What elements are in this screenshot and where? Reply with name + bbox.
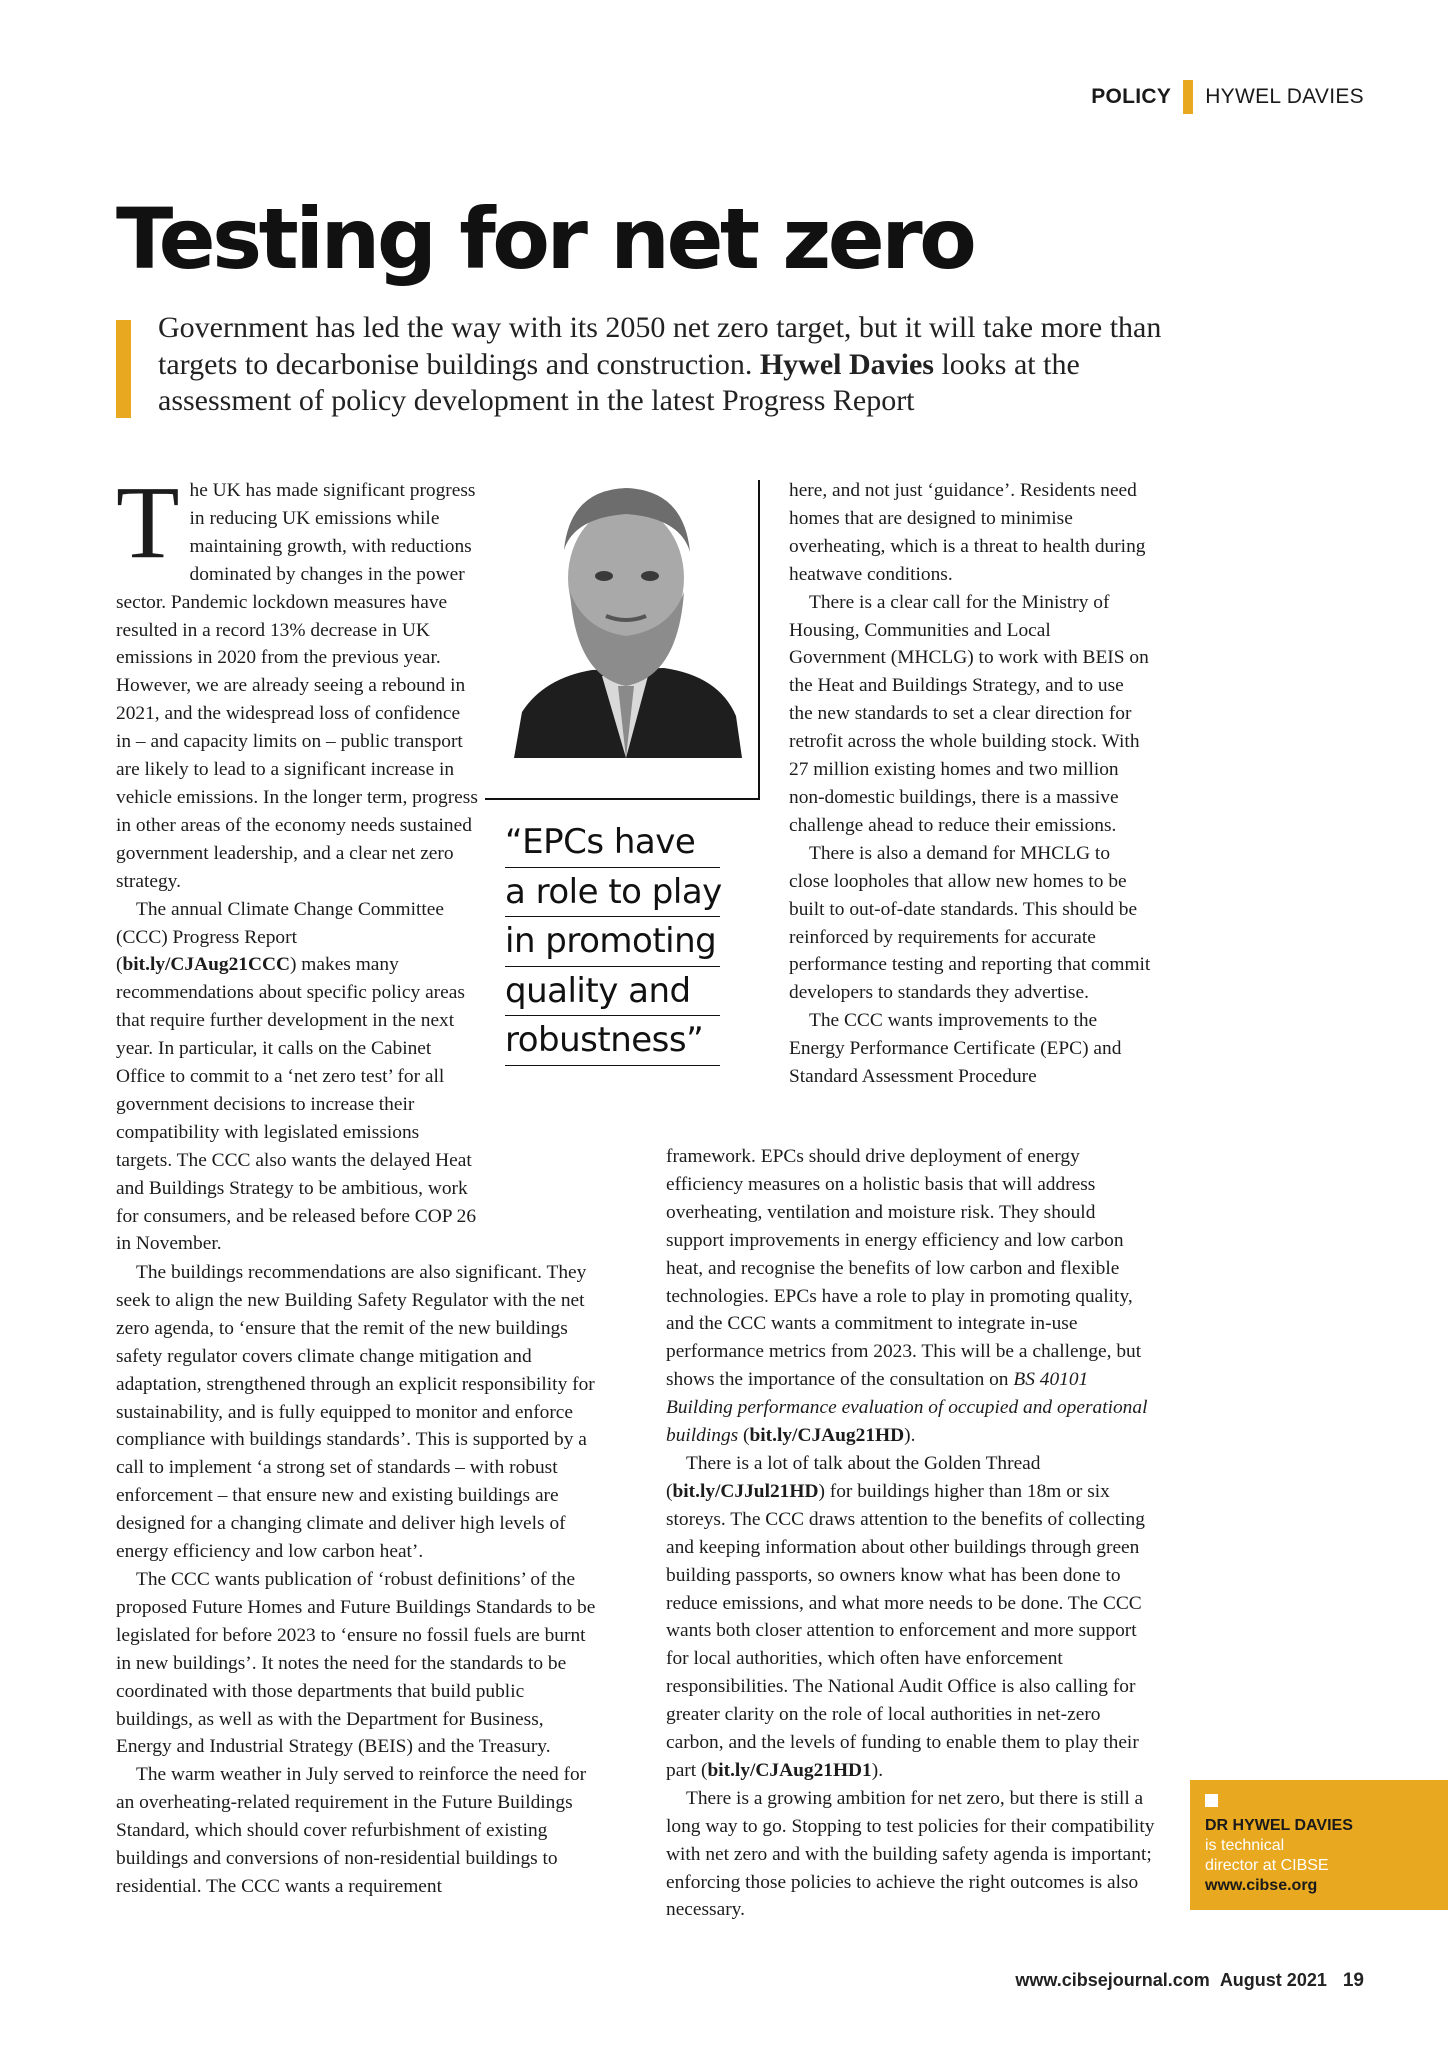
author-bio-box	[1190, 1780, 1448, 1910]
standfirst-byline: Hywel Davies	[759, 347, 934, 381]
page-footer	[1015, 1970, 1364, 1992]
paragraph-9-start: The CCC wants improvements to the Energy Performance Certificate (EPC) and Standard Assessment Procedure	[789, 1010, 1122, 1088]
paragraph-3: The buildings recommendations are also significant. They seek to align the new Building Safety Regulator with the net zero agenda, to ‘ensure that the remit of the new buildings safety regulator covers climate change mitigation and adaptation, strengthened through an explicit responsibility for sustainability, and is fully equipped to monitor and enforce compliance with buildings standards’. This is supported by a call to implement ‘a strong set of standards – with robust enforcement – that ensure new and existing buildings are designed for a changing climate and deliver high levels of energy efficiency and low carbon heat’.	[116, 1262, 595, 1563]
page-number: 19	[1342, 1970, 1364, 1991]
paragraph-6: here, and not just ‘guidance’. Residents need homes that are designed to minimise overheating, which is a threat to health during heatwave conditions.	[789, 480, 1146, 585]
standfirst	[116, 310, 1176, 420]
article-title: Testing for net zero	[116, 190, 974, 288]
column-1-continued	[116, 1259, 600, 1901]
header-author: HYWEL DAVIES	[1205, 85, 1364, 108]
pull-quote-line: in promoting	[505, 917, 720, 967]
bio-text	[1205, 1816, 1435, 1896]
column-2-continued	[666, 1143, 1158, 1924]
paragraph-1: The UK has made significant progress in reducing UK emissions while maintaining growth, with reductions dominated by changes in the power sector. Pandemic lockdown measures have resulted in a record 13% decrease in UK emissions in 2020 from the previous year. However, we are already seeing a rebound in 2021, and the widespread loss of confidence in – and capacity limits on – public transport are likely to lead to a significant increase in vehicle emissions. In the longer term, progress in other areas of the economy needs sustained government leadership, and a clear net zero strategy.	[116, 465, 478, 892]
photo-divider-horizontal	[485, 798, 760, 800]
paragraph-8: There is also a demand for MHCLG to close loopholes that allow new homes to be built to out-of-date standards. This should be reinforced by requirements for accurate performance testing and reporting that commit developers to standards they advertise.	[789, 842, 1151, 1004]
column-1	[116, 465, 478, 1258]
header-accent-bar	[1183, 80, 1193, 114]
link-bs40101[interactable]: bit.ly/CJAug21HD	[749, 1425, 905, 1447]
bio-role-line: director at CIBSE	[1205, 1857, 1329, 1874]
drop-cap: T	[116, 465, 180, 580]
paragraph-11: There is a growing ambition for net zero, but there is still a long way to go. Stopping to test policies for their compatibility with net zero and with the building safety agenda is important; enforcing those policies to achieve the right outcomes is also necessary.	[666, 1787, 1155, 1921]
standfirst-text: Government has led the way with its 2050 net zero target, but it will take more than targets to decarbonise buildings and construction. Hywel Davies looks at the assessment of policy development in the latest Progress Report	[158, 311, 1162, 417]
pull-quote-line: robustness”	[505, 1016, 720, 1066]
bio-role-line: is technical	[1205, 1837, 1285, 1854]
paragraph-9-end: framework. EPCs should drive deployment of energy efficiency measures on a holistic basis that will address overheating, ventilation and moisture risk. They should support improvements in energy efficiency and low carbon heat, and recognise the benefits of low carbon and flexible technologies. EPCs have a role to play in promoting quality, and the CCC wants a commitment to integrate in-use performance metrics from 2023. This will be a challenge, but shows the importance of the consultation on BS 40101 Building performance evaluation of occupied and operational buildings (bit.ly/CJAug21HD).	[666, 1146, 1148, 1447]
standfirst-accent-bar	[116, 320, 131, 418]
pull-quote	[505, 818, 720, 1066]
paragraph-10: There is a lot of talk about the Golden Thread (bit.ly/CJJul21HD) for buildings higher than 18m or six storeys. The CCC draws attention to the benefits of collecting and keeping information about other buildings through green building passports, so owners know what has been done to reduce emissions, and what more needs to be done. The CCC wants both closer attention to enforcement and more support for local authorities, which often have enforcement responsibilities. The National Audit Office is also calling for greater clarity on the role of local authorities in net-zero carbon, and the levels of funding to enable them to play their part (bit.ly/CJAug21HD1).	[666, 1452, 1145, 1781]
running-header	[1091, 80, 1364, 114]
paragraph-7: There is a clear call for the Ministry of Housing, Communities and Local Government (MHCLG) to work with BEIS on the Heat and Buildings Strategy, and to use the new standards to set a clear direction for retrofit across the whole building stock. With 27 million existing homes and two million non-domestic buildings, there is a massive challenge ahead to reduce their emissions.	[789, 591, 1149, 836]
column-2	[789, 477, 1151, 1091]
bio-website-link[interactable]: www.cibse.org	[1205, 1877, 1318, 1894]
link-golden-thread[interactable]: bit.ly/CJJul21HD	[672, 1480, 819, 1502]
footer-website[interactable]: www.cibsejournal.com	[1015, 1970, 1210, 1990]
portrait-image	[514, 480, 742, 758]
photo-divider-vertical	[758, 480, 760, 800]
pull-quote-line: a role to play	[505, 868, 720, 918]
bio-square-icon	[1205, 1794, 1218, 1807]
link-nao[interactable]: bit.ly/CJAug21HD1	[707, 1759, 872, 1781]
pull-quote-line: quality and	[505, 967, 720, 1017]
paragraph-5: The warm weather in July served to reinforce the need for an overheating-related requirement in the Future Buildings Standard, which should cover refurbishment of existing buildings and conversions of non-residential buildings to residential. The CCC wants a requirement	[116, 1764, 587, 1897]
standard-title: BS 40101 Building performance evaluation of occupied and operational buildings	[666, 1369, 1148, 1447]
footer-date: August 2021	[1219, 1970, 1327, 1990]
section-label: POLICY	[1091, 85, 1172, 108]
author-photo	[514, 480, 742, 758]
pull-quote-line: “EPCs have	[505, 818, 720, 868]
link-ccc-report[interactable]: bit.ly/CJAug21CCC	[122, 954, 290, 976]
bio-name: DR HYWEL DAVIES	[1205, 1817, 1353, 1834]
paragraph-4: The CCC wants publication of ‘robust definitions’ of the proposed Future Homes and Future Buildings Standards to be legislated for before 2023 to ‘ensure no fossil fuels are burnt in new buildings’. It notes the need for the standards to be coordinated with those departments that build public buildings, as well as with the Department for Business, Energy and Industrial Strategy (BEIS) and the Treasury.	[116, 1568, 596, 1758]
paragraph-2: The annual Climate Change Committee (CCC) Progress Report (bit.ly/CJAug21CCC) makes many recommendations about specific policy areas that require further development in the next year. In particular, it calls on the Cabinet Office to commit to a ‘net zero test’ for all government decisions to increase their compatibility with legislated emissions targets. The CCC also wants the delayed Heat and Buildings Strategy to be ambitious, work for consumers, and be released before COP 26 in November.	[116, 898, 477, 1255]
